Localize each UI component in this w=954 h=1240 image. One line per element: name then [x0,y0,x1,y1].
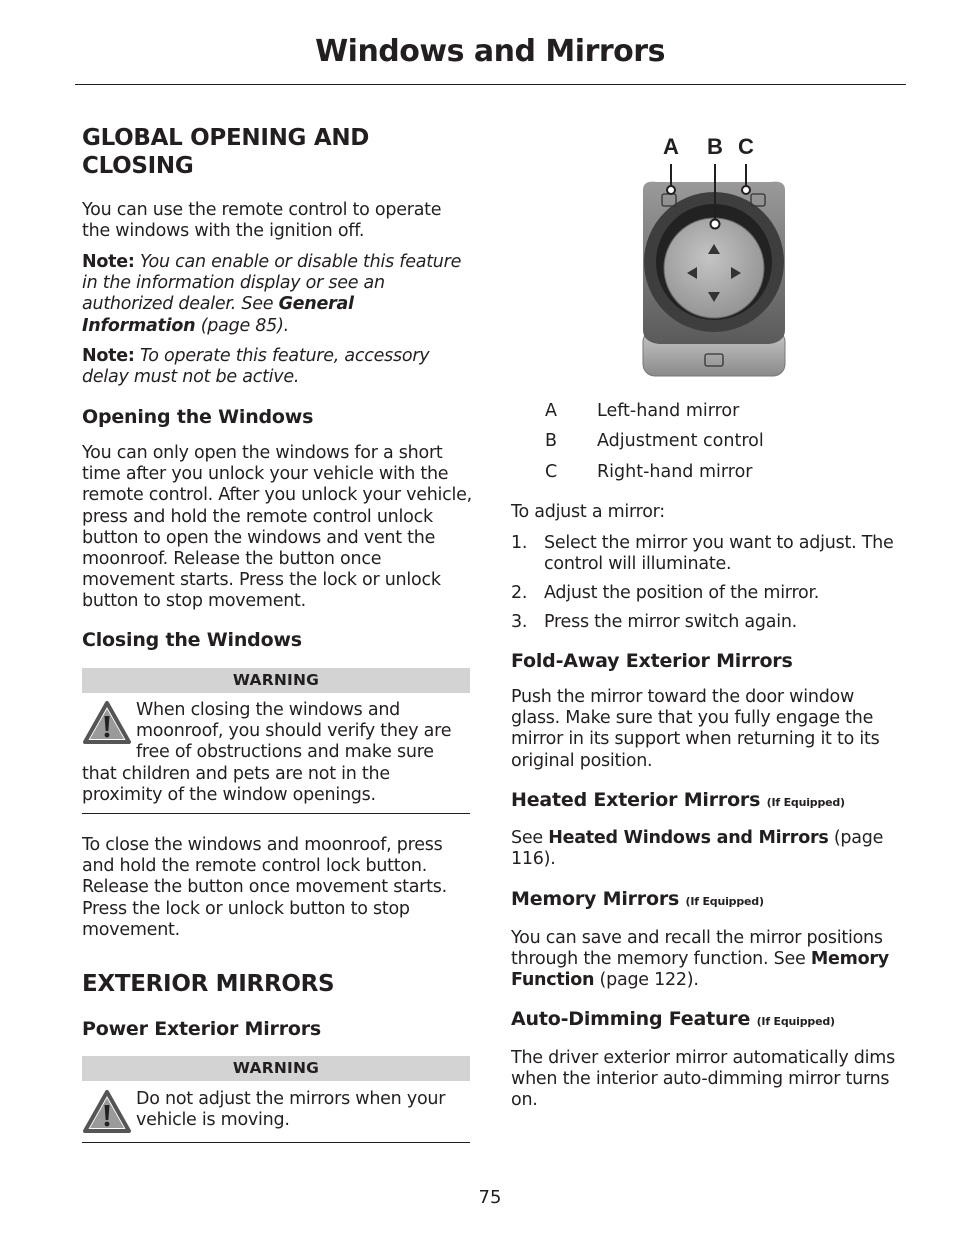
step-number: 3. [511,612,528,632]
legend-label: Right-hand mirror [597,462,753,482]
memory-mirrors-heading [511,887,903,914]
step-text: Adjust the position of the mirror. [544,583,820,603]
note-label: Note: [82,346,135,366]
note-text: You can enable or disable this feature in the information display or see an authorized dealer. See [82,252,462,315]
autodim-heading-text: Auto-Dimming Feature [511,1008,751,1030]
step-item [511,583,903,604]
warning-banner: WARNING [82,1056,470,1081]
page-ref: (page 122). [594,970,699,991]
auto-dimming-heading [511,1007,903,1034]
heated-heading-text: Heated Exterior Mirrors [511,789,761,811]
step-item [511,612,903,633]
memory-mirrors-body [511,928,903,992]
legend-key: A [545,401,557,421]
callout-label-a: A [663,134,679,159]
warning-bottom-rule [82,1142,470,1143]
note-page-ref: (page 85). [195,315,289,336]
memory-text: You can save and recall the mirror positions through the memory function. See [511,928,883,970]
global-opening-body: You can use the remote control to operate the windows with the ignition off. [82,200,442,242]
callout-label-b: B [707,134,723,159]
callout-label-c: C [738,134,754,159]
warning-bottom-rule [82,813,470,814]
adjust-intro: To adjust a mirror: [511,502,665,522]
legend-label: Adjustment control [597,431,764,451]
mirror-control-illustration [629,130,799,380]
legend-item [545,462,752,483]
closing-windows-heading: Closing the Windows [82,629,302,651]
opening-windows-heading: Opening the Windows [82,406,314,428]
if-equipped-tag: (If Equipped) [766,796,845,809]
step-number: 1. [511,533,528,553]
page-ref: (page 116). [511,828,884,870]
fold-away-heading: Fold-Away Exterior Mirrors [511,650,793,672]
legend-key: C [545,462,558,482]
step-text: Select the mirror you want to adjust. The control will illuminate. [544,533,894,575]
warning-triangle-icon [82,700,132,746]
note-accessory-delay [82,346,470,388]
warning-text: When closing the windows and moonroof, you should verify they are free of obstructions and make sure that children and pets are not in the proximity of the window openings. [82,700,452,805]
page-number: 75 [478,1187,502,1208]
note-label: Note: [82,252,135,272]
step-number: 2. [511,583,528,603]
heated-windows-link[interactable]: Heated Windows and Mirrors [548,828,829,848]
memory-heading-text: Memory Mirrors [511,888,680,910]
if-equipped-tag: (If Equipped) [685,895,764,908]
exterior-mirrors-heading: EXTERIOR MIRRORS [82,971,335,997]
legend-key: B [545,431,558,451]
note-information-display [82,252,472,337]
opening-windows-body: You can only open the windows for a short time after you unlock your vehicle with the remote control. After you unlock your vehicle, press and hold the remote control unlock button to open the windows and vent the moonroof. Release the button once movement starts. Press the lock or unlock button to stop movement. [82,443,472,612]
warning-windows [82,700,470,806]
heated-mirrors-body [511,828,903,870]
warning-triangle-icon [82,1089,132,1135]
legend-item [545,431,764,452]
warning-text: Do not adjust the mirrors when your vehicle is moving. [136,1089,446,1131]
legend-label: Left-hand mirror [597,401,740,421]
note-text: To operate this feature, accessory delay must not be active. [82,346,430,388]
memory-function-link[interactable]: Memory Function [511,949,889,991]
step-text: Press the mirror switch again. [544,612,797,632]
if-equipped-tag: (If Equipped) [756,1015,835,1028]
heated-mirrors-heading [511,788,903,815]
warning-mirrors [82,1089,470,1135]
see-text: See [511,828,549,848]
global-opening-heading: GLOBAL OPENING AND CLOSING [82,125,370,179]
fold-away-body: Push the mirror toward the door window glass. Make sure that you fully engage the mirror in its support when returning it to its original position. [511,687,880,771]
general-information-link[interactable]: General Information [82,294,354,336]
closing-windows-body: To close the windows and moonroof, press and hold the remote control lock button. Release the button once movement starts. Press the lock or unlock button to stop movement. [82,835,447,940]
power-exterior-mirrors-heading: Power Exterior Mirrors [82,1018,322,1040]
legend-item [545,401,739,422]
auto-dimming-body: The driver exterior mirror automatically dims when the interior auto-dimming mirror turns on. [511,1048,895,1111]
step-item [511,533,903,575]
page-title: Windows and Mirrors [315,34,665,69]
title-divider [75,84,906,85]
warning-banner: WARNING [82,668,470,693]
